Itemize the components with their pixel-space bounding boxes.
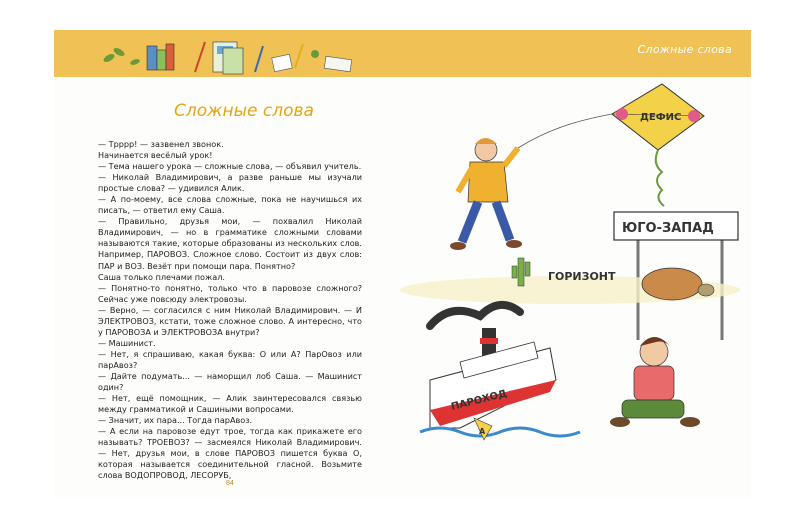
paragraph: — Нет, ещё помощник, — Алик заинтересовался связью между грамматикой и Сашиными вопросами. xyxy=(98,393,362,415)
illustration xyxy=(400,80,740,460)
story-text xyxy=(98,139,362,481)
paragraph: — Правильно, друзья мои, — похвалил Николай Владимирович, — но в грамматике сложными словами называются такие, которые образованы из нескольких слов. Например, ПАРОВОЗ. Сложное слово. Состоит из двух слов: ПАР и ВОЗ. Везёт при помощи пара. Понятно? xyxy=(98,216,362,271)
books-icon xyxy=(147,44,174,70)
leaves-icon xyxy=(102,46,140,66)
ship-label: ПАРОХОД xyxy=(450,388,509,413)
running-header-title: Сложные слова xyxy=(637,43,732,56)
paragraph: — Машинист. xyxy=(98,337,156,348)
paragraph: — Дайте подумать... — наморщил лоб Саша. — Машинист один? xyxy=(98,370,362,393)
paragraph: — Понятно-то понятно, только что в паровозе сложного? Сейчас уже повсюду электровозы. xyxy=(98,282,362,304)
paragraph: — Значит, их пара... Тогда парАвоз. xyxy=(98,415,253,426)
papers-icon xyxy=(272,50,352,72)
kite-icon xyxy=(518,84,704,206)
sitting-boy-figure xyxy=(610,337,700,427)
notebook-icon xyxy=(213,42,243,74)
school-supplies-decoration xyxy=(95,38,365,78)
paragraph: — Тема нашего урока — сложные слова, — объявил учитель. xyxy=(98,161,362,172)
paragraph: Начинается весёлый урок! xyxy=(98,150,213,161)
sign-label: ЮГО-ЗАПАД xyxy=(622,221,714,236)
paragraph: — Трррр! — зазвенел звонок. xyxy=(98,139,224,149)
running-boy-figure xyxy=(450,138,522,250)
paragraph: Саша только плечами пожал. xyxy=(98,271,225,282)
horizon-scene xyxy=(400,258,740,304)
paragraph: — Николай Владимирович, а разве раньше мы изучали простые слова? — удивился Алик. xyxy=(98,172,362,194)
chapter-heading: Сложные слова xyxy=(174,101,314,121)
paragraph: — А если на паровозе едут трое, тогда как прикажете его называть? ТРОЕВОЗ? — засмеялся Николай Владимирович. — Нет, друзья мои, в слове ПАРОВОЗ пишется буква О, которая называется соединительной гласной. Возьмите слова ВОДОПРОВОД, ЛЕСОРУБ, xyxy=(98,426,362,481)
paragraph: — Верно, — согласился с ним Николай Владимирович. — И ЭЛЕКТРОВОЗ, кстати, тоже сложное слово. А интересно, что у ПАРОВОЗА и ЭЛЕКТРОВОЗА внутри? xyxy=(98,304,362,337)
paragraph: — А по-моему, все слова сложные, пока не научишься их писать, — ответил ему Саша. xyxy=(98,194,362,216)
flag-letter: А xyxy=(479,427,486,436)
page-number: 84 xyxy=(226,480,234,487)
paragraph: — Нет, я спрашиваю, какая буква: О или А? ПарОвоз или парАвоз? xyxy=(98,348,362,370)
steamship-figure xyxy=(420,305,580,440)
horizon-label: ГОРИЗОНТ xyxy=(548,270,616,283)
kite-label: ДЕФИС xyxy=(640,112,682,123)
